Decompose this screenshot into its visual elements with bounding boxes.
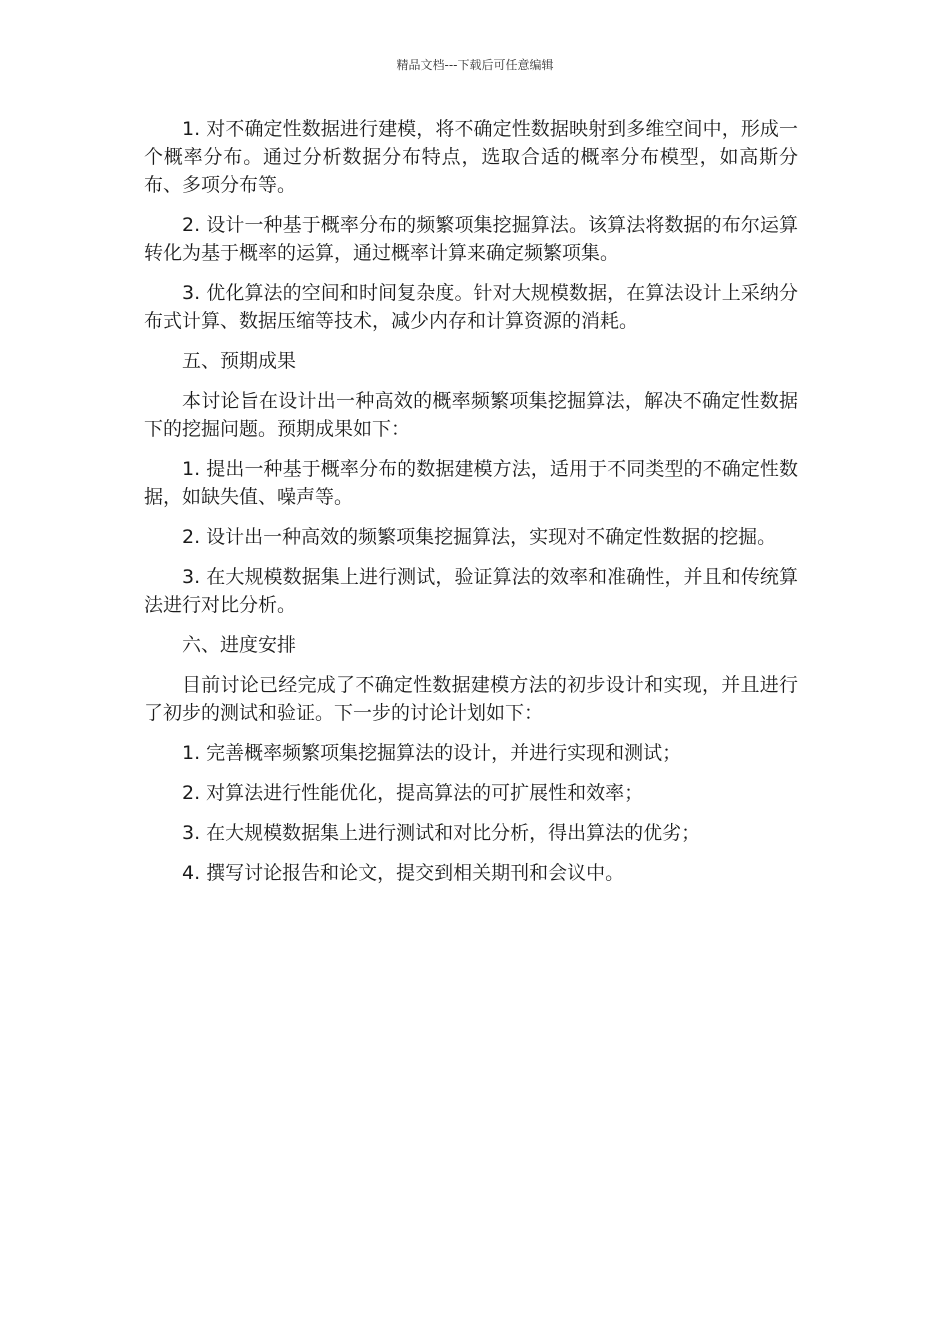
paragraph-plan-1: 1. 完善概率频繁项集挖掘算法的设计，并进行实现和测试； (182, 742, 682, 764)
page-header: 精品文档---下载后可任意编辑 (396, 58, 554, 72)
document-body (144, 115, 798, 899)
paragraph-modeling: 1. 对不确定性数据进行建模，将不确定性数据映射到多维空间中，形成一个概率分布。通过分析数据分布特点，选取合适的概率分布模型，如高斯分布、多项分布等。 (144, 118, 798, 196)
paragraph-algorithm-design: 2. 设计一种基于概率分布的频繁项集挖掘算法。该算法将数据的布尔运算转化为基于概率的运算，通过概率计算来确定频繁项集。 (144, 214, 798, 264)
paragraph-plan-3: 3. 在大规模数据集上进行测试和对比分析，得出算法的优劣； (182, 822, 701, 844)
paragraph-plan-4: 4. 撰写讨论报告和论文，提交到相关期刊和会议中。 (182, 862, 625, 884)
paragraph-result-1: 1. 提出一种基于概率分布的数据建模方法，适用于不同类型的不确定性数据，如缺失值、噪声等。 (144, 458, 798, 508)
paragraph-plan-2: 2. 对算法进行性能优化，提高算法的可扩展性和效率； (182, 782, 644, 804)
section-heading-expected-results: 五、预期成果 (182, 350, 297, 372)
paragraph-result-2: 2. 设计出一种高效的频繁项集挖掘算法，实现对不确定性数据的挖掘。 (182, 526, 777, 548)
paragraph-optimization: 3. 优化算法的空间和时间复杂度。针对大规模数据，在算法设计上采纳分布式计算、数据压缩等技术，减少内存和计算资源的消耗。 (144, 282, 798, 332)
paragraph-results-intro: 本讨论旨在设计出一种高效的概率频繁项集挖掘算法，解决不确定性数据下的挖掘问题。预期成果如下： (144, 390, 798, 440)
paragraph-result-3: 3. 在大规模数据集上进行测试，验证算法的效率和准确性，并且和传统算法进行对比分析。 (144, 566, 798, 616)
paragraph-schedule-intro: 目前讨论已经完成了不确定性数据建模方法的初步设计和实现，并且进行了初步的测试和验证。下一步的讨论计划如下： (144, 674, 798, 724)
section-heading-schedule: 六、进度安排 (182, 634, 297, 656)
